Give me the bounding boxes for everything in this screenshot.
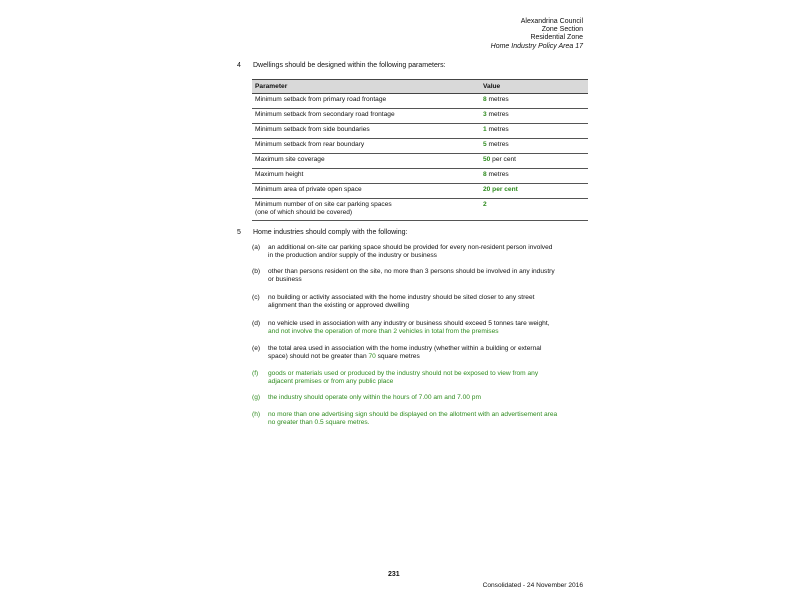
subclause-line: goods or materials used or produced by the industry should not be exposed to view from any [268, 370, 539, 377]
section-name: Zone Section [541, 26, 583, 34]
value-cell [480, 94, 588, 109]
parameter-cell: Minimum setback from secondary road frontage [252, 109, 480, 124]
parameter-cell: Minimum setback from primary road frontage [252, 94, 480, 109]
value-number: 8 [483, 171, 487, 178]
table-row [252, 199, 588, 221]
subclause-body [268, 268, 588, 284]
subclause-line: no building or activity associated with the home industry should be sited closer to any street [268, 294, 535, 301]
value-unit: metres [486, 96, 509, 103]
value-cell [480, 109, 588, 124]
value-cell [480, 169, 588, 184]
value-number: 2 [483, 201, 487, 208]
clause-text: Home industries should comply with the following: [253, 229, 408, 236]
table-header-row [252, 80, 588, 94]
value-number: 1 [483, 126, 487, 133]
value-unit: metres [486, 171, 509, 178]
table-row [252, 154, 588, 169]
parameter-cell: Minimum area of private open space [252, 184, 480, 199]
value-cell [480, 184, 588, 199]
subclause-line: other than persons resident on the site, no more than 3 persons should be involved in any industry [268, 268, 555, 275]
table-row [252, 94, 588, 109]
parameters-table [252, 79, 588, 221]
parameter-cell: Maximum height [252, 169, 480, 184]
subclause-body [268, 244, 588, 260]
parameter-cell [252, 199, 480, 221]
subclause-line: adjacent premises or from any public place [268, 378, 394, 385]
subclause-label: (a) [252, 244, 261, 251]
clause-number: 4 [237, 62, 241, 69]
subclause-label: (b) [252, 268, 261, 275]
table-row [252, 139, 588, 154]
column-header-parameter: Parameter [252, 80, 480, 94]
subclause-label: (e) [252, 345, 261, 352]
parameter-cell: Maximum site coverage [252, 154, 480, 169]
subclause-body [268, 370, 588, 386]
value-number: 3 [483, 111, 487, 118]
subclause-label: (f) [252, 370, 259, 377]
value-cell [480, 139, 588, 154]
subclause-text: space) should not be greater than [268, 353, 369, 360]
page-number: 231 [388, 571, 400, 578]
subclause-line-amended: and not involve the operation of more than 2 vehicles in total from the premises [268, 328, 499, 335]
subclause-body [268, 294, 588, 310]
subclause-body [268, 394, 588, 402]
value-number: 8 [483, 96, 487, 103]
council-name: Alexandrina Council [520, 18, 583, 25]
area-value: 70 [368, 353, 376, 360]
table-row [252, 184, 588, 199]
subclause-line: no more than one advertising sign should be displayed on the allotment with an advertisement area [268, 411, 558, 418]
parameter-cell: Minimum setback from rear boundary [252, 139, 480, 154]
subclause-body [268, 345, 588, 361]
consolidation-date: Consolidated - 24 November 2016 [482, 582, 583, 589]
parameter-cell: Minimum setback from side boundaries [252, 124, 480, 139]
subclause-line: the total area used in association with the home industry (whether within a building or external [268, 345, 542, 352]
document-header [491, 18, 583, 51]
subclause-line: or business [268, 276, 302, 283]
value-unit: metres [486, 126, 509, 133]
value-number: 5 [483, 141, 487, 148]
subclause-line: no greater than 0.5 square metres. [268, 419, 370, 426]
table-row [252, 169, 588, 184]
value-unit: per cent [490, 156, 517, 163]
table-row [252, 124, 588, 139]
subclause-line: alignment than the existing or approved dwelling [268, 302, 410, 309]
subclause-line: the industry should operate only within the hours of 7.00 am and 7.00 pm [268, 394, 481, 401]
zone-name: Residential Zone [530, 34, 583, 42]
parameter-line: Minimum number of on site car parking spaces [255, 201, 392, 208]
clause-number: 5 [237, 229, 241, 236]
policy-area-name: Home Industry Policy Area 17 [490, 42, 583, 50]
subclause-line: an additional on-site car parking space should be provided for every non-resident person involved [268, 244, 553, 251]
clause-text: Dwellings should be designed within the following parameters: [253, 62, 446, 69]
parameter-line: (one of which should be covered) [255, 208, 353, 216]
value-unit: metres [486, 141, 509, 148]
subclause-label: (c) [252, 294, 260, 301]
subclause-label: (h) [252, 411, 261, 418]
value-cell [480, 124, 588, 139]
column-header-value: Value [480, 80, 588, 94]
value-cell [480, 199, 588, 221]
value-number: 20 per cent [483, 186, 518, 193]
subclause-body [268, 411, 588, 427]
subclause-label: (d) [252, 320, 261, 327]
subclause-label: (g) [252, 394, 261, 401]
subclause-body [268, 320, 588, 336]
subclause-line [268, 353, 588, 361]
subclause-line: in the production and/or supply of the industry or business [268, 252, 437, 259]
subclause-text: square metres [375, 353, 420, 360]
value-number: 50 [483, 156, 491, 163]
subclause-line: no vehicle used in association with any industry or business should exceed 5 tonnes tare weight, [268, 320, 550, 327]
value-cell [480, 154, 588, 169]
value-unit: metres [486, 111, 509, 118]
table-row [252, 109, 588, 124]
